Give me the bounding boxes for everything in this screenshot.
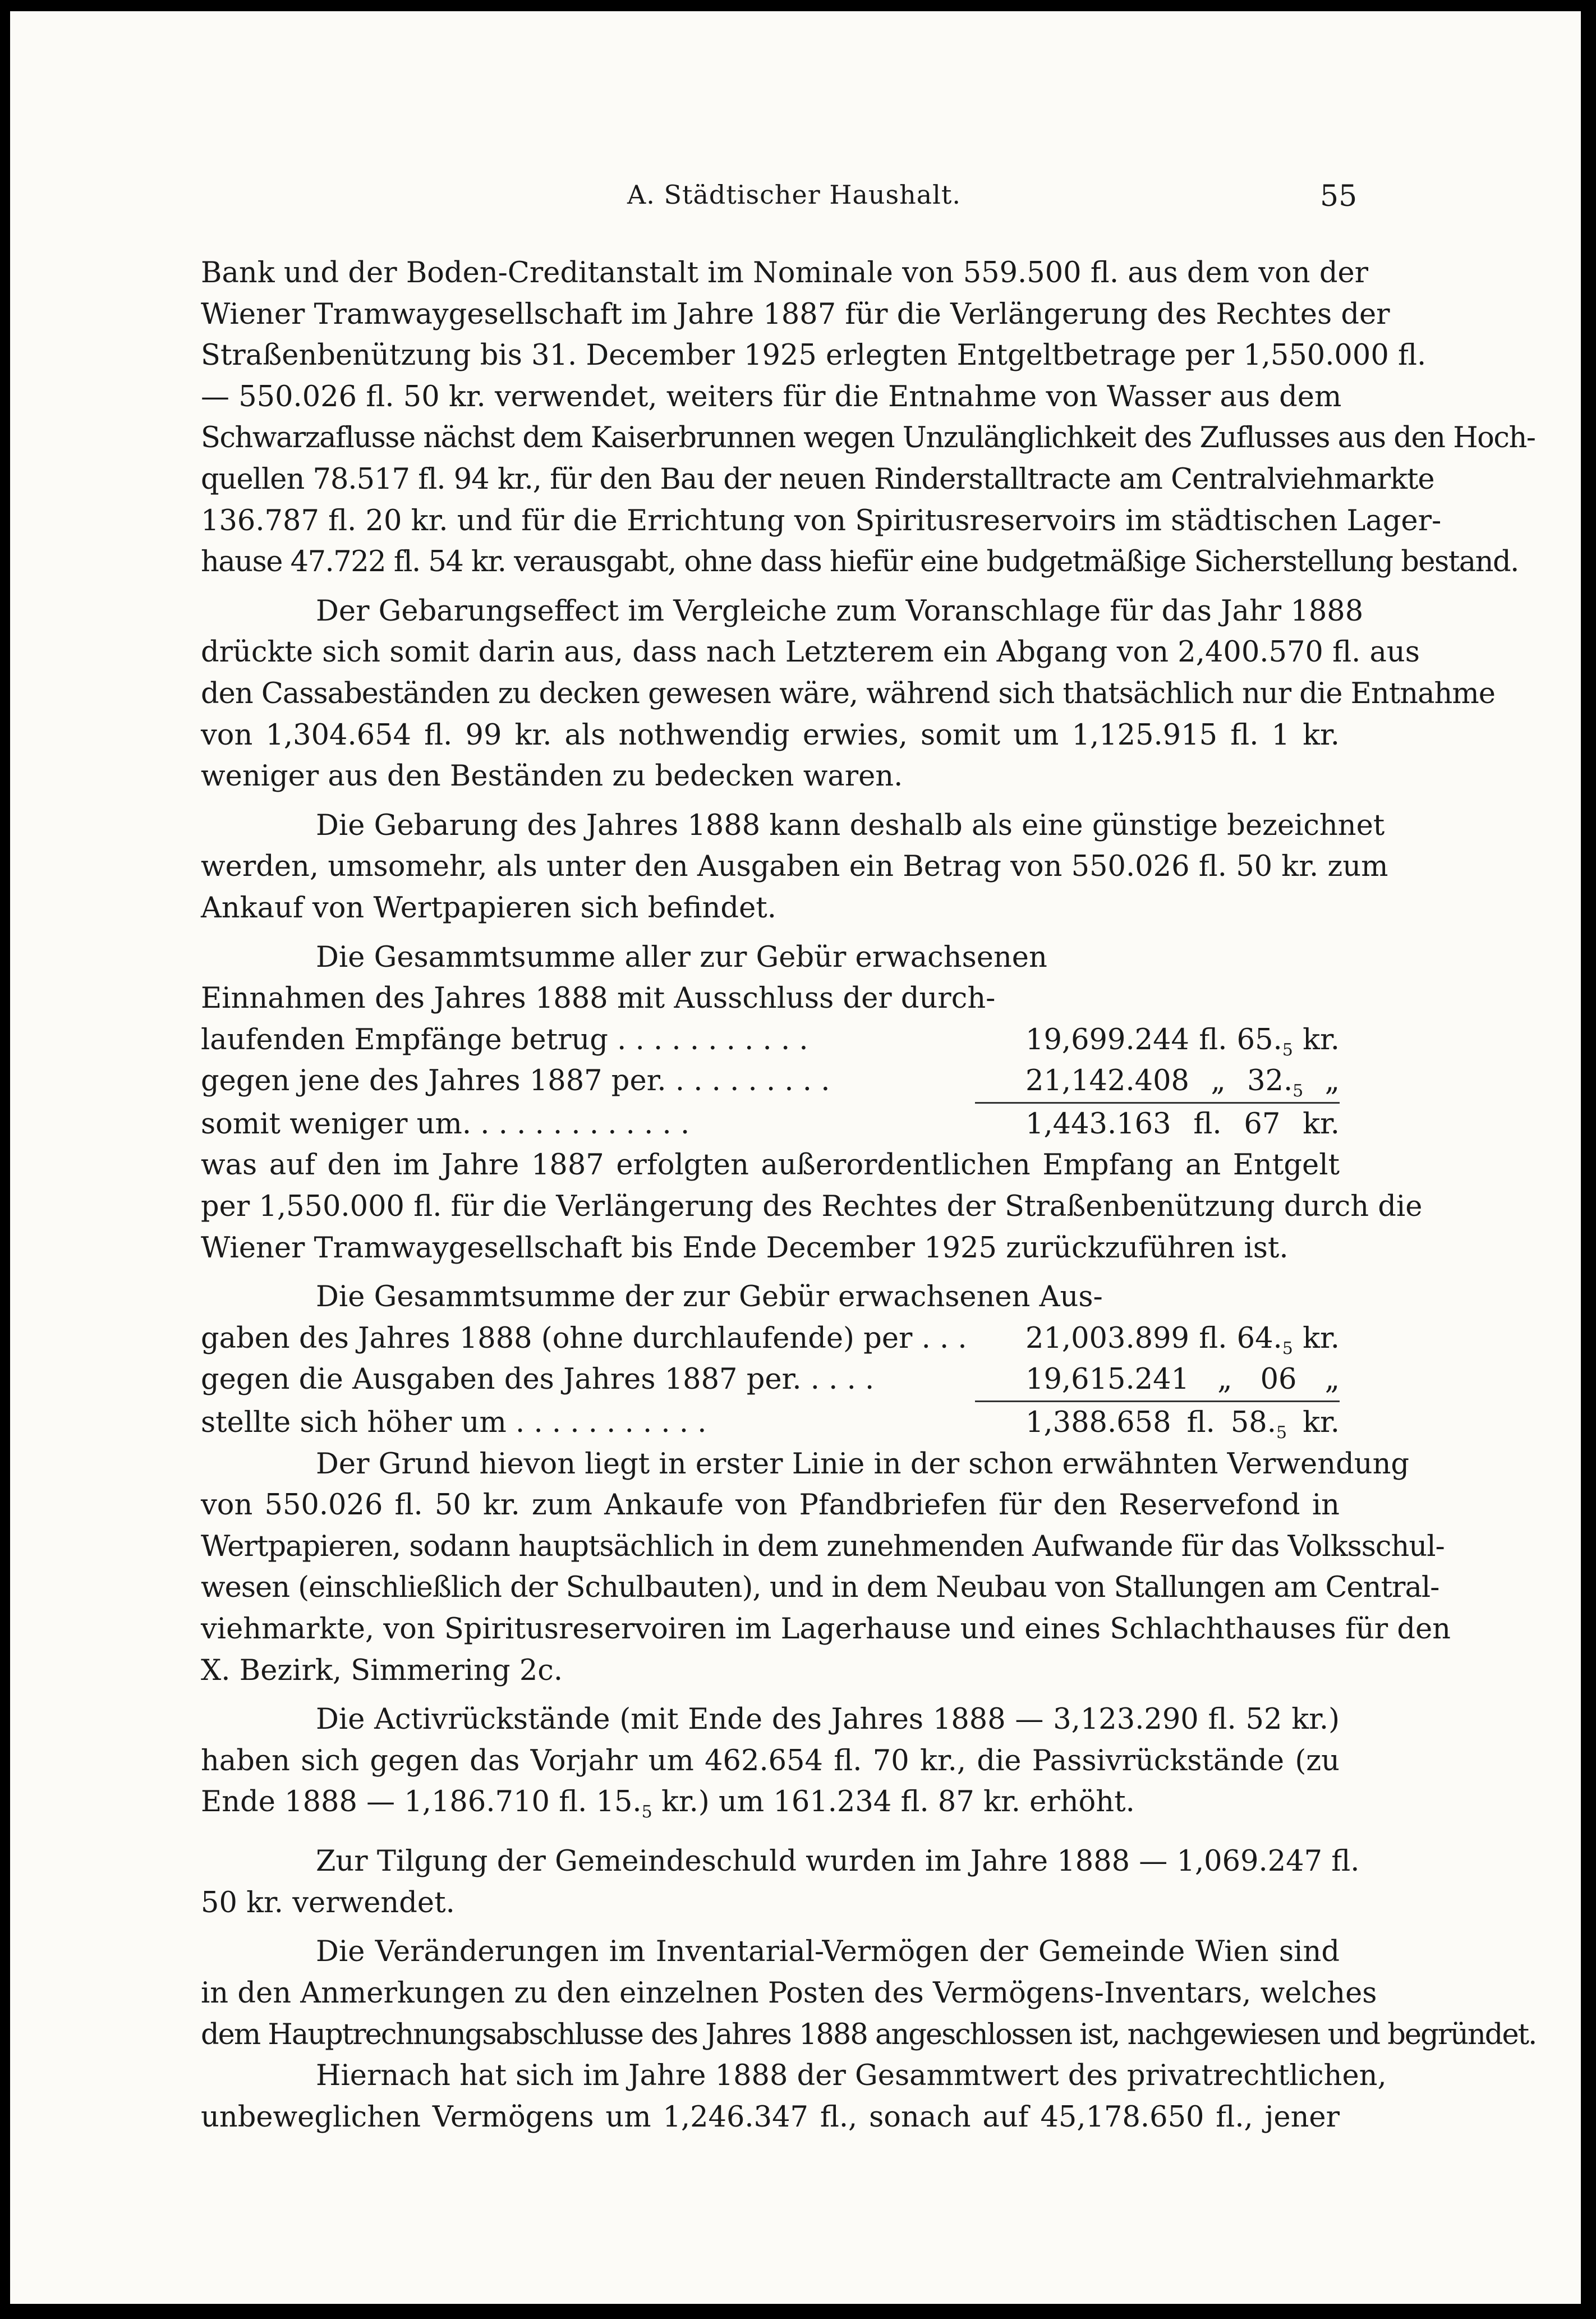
paragraph-2 xyxy=(201,591,1495,797)
paragraph-9 xyxy=(201,2055,1387,2138)
text-line: von 1,304.654 fl. 99 kr. als nothwendig erwies, somit um 1,125.915 fl. 1 kr. xyxy=(201,718,1340,752)
text-line: Die Activrückstände (mit Ende des Jahres 1888 — 3,123.290 fl. 52 kr.) xyxy=(316,1703,1340,1737)
text-fragment: kr.) um 161.234 fl. 87 kr. erhöht. xyxy=(652,1785,1135,1819)
text-fragment: Ende 1888 — 1,186.710 fl. 15. xyxy=(201,1785,642,1819)
amount-unit: „ xyxy=(1211,1064,1226,1098)
amount-fraction: 06 xyxy=(1260,1363,1297,1397)
text-line: wesen (einschließlich der Schulbauten), und in dem Neubau von Stallungen am Central- xyxy=(201,1571,1439,1605)
text-line: haben sich gegen das Vorjahr um 462.654 fl. 70 kr., die Passivrückstände (zu xyxy=(201,1744,1340,1778)
table-row xyxy=(201,1104,1340,1145)
row-amount xyxy=(1014,1359,1340,1400)
amount-unit: „ xyxy=(1324,1064,1340,1098)
expenditure-table xyxy=(201,1276,1340,1443)
text-line: Wertpapieren, sodann hauptsächlich in dem zunehmenden Aufwande für das Volksschul- xyxy=(201,1530,1445,1563)
text-line: weniger aus den Beständen zu bedecken waren. xyxy=(201,760,903,793)
text-line: dem Hauptrechnungsabschlusse des Jahres 1888 angeschlossen ist, nachgewiesen und begründet. xyxy=(201,2018,1537,2051)
row-amount xyxy=(1014,1104,1340,1145)
text-line: Zur Tilgung der Gemeindeschuld wurden im Jahre 1888 — 1,069.247 fl. xyxy=(316,1845,1360,1879)
amount-value: 21,142.408 xyxy=(1025,1064,1190,1098)
amount-value: 19,699.244 xyxy=(1025,1023,1190,1057)
row-label: laufenden Empfänge betrug . . . . . . . . . . . xyxy=(201,1023,808,1057)
fraction-subscript: 5 xyxy=(1276,1423,1287,1443)
text-line: per 1,550.000 fl. für die Verlängerung des Rechtes der Straßenbenützung durch die xyxy=(201,1190,1423,1224)
text-line: unbeweglichen Vermögens um 1,246.347 fl., sonach auf 45,178.650 fl., jener xyxy=(201,2100,1340,2134)
paragraph-8 xyxy=(201,1931,1537,2055)
text-line: Wiener Tramwaygesellschaft bis Ende December 1925 zurückzuführen ist. xyxy=(201,1231,1289,1265)
page-number: 55 xyxy=(1320,180,1358,213)
amount-unit: kr. xyxy=(1303,1406,1340,1440)
table-intro-text: Einnahmen des Jahres 1888 mit Ausschluss der durch- xyxy=(201,982,996,1016)
row-label: somit weniger um. . . . . . . . . . . . . xyxy=(201,1107,690,1141)
fraction-subscript: 5 xyxy=(641,1802,652,1822)
text-line: quellen 78.517 fl. 94 kr., für den Bau der neuen Rinderstalltracte am Centralviehmarkte xyxy=(201,462,1434,496)
table-intro xyxy=(201,1276,1340,1318)
text-line: Schwarzaflusse nächst dem Kaiserbrunnen wegen Unzulänglichkeit des Zuflusses aus den Hoch- xyxy=(201,421,1535,455)
text-line: Der Grund hievon liegt in erster Linie in der schon erwähnten Verwendung xyxy=(316,1447,1410,1481)
fraction-value: 64. xyxy=(1236,1321,1282,1355)
paragraph-5 xyxy=(201,1444,1451,1692)
table-row xyxy=(201,1402,1340,1444)
fraction-value: 32. xyxy=(1247,1064,1293,1098)
amount-unit: kr. xyxy=(1303,1023,1340,1057)
amount-unit: kr. xyxy=(1303,1107,1340,1141)
text-line: drückte sich somit darin aus, dass nach Letzterem ein Abgang von 2,400.570 fl. aus xyxy=(201,636,1420,669)
text-line: viehmarkte, von Spiritusreservoiren im Lagerhause und eines Schlachthauses für den xyxy=(201,1613,1451,1646)
table-row xyxy=(201,1020,1340,1061)
fraction-value: 58. xyxy=(1230,1406,1276,1440)
fraction-subscript: 5 xyxy=(1293,1081,1304,1101)
revenue-table xyxy=(201,937,1340,1145)
amount-value: 21,003.899 xyxy=(1025,1321,1190,1355)
row-label: gaben des Jahres 1888 (ohne durchlaufende) per . . . xyxy=(201,1321,967,1355)
amount-value: 1,443.163 xyxy=(1025,1107,1171,1141)
page xyxy=(10,11,1581,2304)
amount-unit: fl. xyxy=(1199,1321,1227,1355)
amount-value: 1,388.658 xyxy=(1025,1406,1171,1440)
paragraph-7 xyxy=(201,1841,1360,1923)
fraction-subscript: 5 xyxy=(1282,1339,1293,1359)
text-line: Die Gebarung des Jahres 1888 kann deshalb als eine günstige bezeichnet xyxy=(316,809,1385,842)
text-line: den Cassabeständen zu decken gewesen wäre, während sich thatsächlich nur die Entnahme xyxy=(201,677,1495,710)
text-line: — 550.026 fl. 50 kr. verwendet, weiters für die Entnahme von Wasser aus dem xyxy=(201,380,1342,414)
text-line: hause 47.722 fl. 54 kr. verausgabt, ohne dass hiefür eine budgetmäßige Sicherstellung bestand. xyxy=(201,545,1519,579)
row-label: gegen die Ausgaben des Jahres 1887 per. . . . . xyxy=(201,1363,875,1397)
text-line: Der Gebarungseffect im Vergleiche zum Voranschlage für das Jahr 1888 xyxy=(316,594,1364,628)
table-row xyxy=(201,1359,1340,1400)
text-line: Wiener Tramwaygesellschaft im Jahre 1887 für die Verlängerung des Rechtes der xyxy=(201,297,1390,331)
text-line: 50 kr. verwendet. xyxy=(201,1886,455,1920)
amount-unit: „ xyxy=(1324,1363,1340,1397)
amount-unit: fl. xyxy=(1199,1023,1227,1057)
table-intro xyxy=(201,937,1340,979)
amount-value: 19,615.241 xyxy=(1025,1363,1190,1397)
text-line: Die Veränderungen im Inventarial-Vermögen der Gemeinde Wien sind xyxy=(316,1935,1340,1969)
text-line: Bank und der Boden-Creditanstalt im Nominale von 559.500 fl. aus dem von der xyxy=(201,256,1369,290)
amount-unit: fl. xyxy=(1193,1107,1222,1141)
paragraph-1 xyxy=(201,252,1535,583)
amount-unit: fl. xyxy=(1186,1406,1215,1440)
fraction-value: 65. xyxy=(1236,1023,1282,1057)
paragraph-6 xyxy=(201,1699,1340,1833)
text-line: Straßenbenützung bis 31. December 1925 erlegten Entgeltbetrage per 1,550.000 fl. xyxy=(201,339,1427,373)
amount-unit: kr. xyxy=(1303,1321,1340,1355)
text-line: werden, umsomehr, als unter den Ausgaben ein Betrag von 550.026 fl. 50 kr. zum xyxy=(201,850,1388,884)
text-line: von 550.026 fl. 50 kr. zum Ankaufe von Pfandbriefen für den Reservefond in xyxy=(201,1489,1340,1522)
table-row xyxy=(201,1060,1340,1102)
amount-unit: „ xyxy=(1217,1363,1232,1397)
text-line: in den Anmerkungen zu den einzelnen Posten des Vermögens-Inventars, welches xyxy=(201,1976,1377,2010)
fraction-subscript: 5 xyxy=(1282,1040,1293,1060)
text-line: was auf den im Jahre 1887 erfolgten außerordentlichen Empfang an Entgelt xyxy=(201,1149,1340,1182)
running-header: A. Städtischer Haushalt. xyxy=(627,180,962,210)
text-line: X. Bezirk, Simmering 2c. xyxy=(201,1654,563,1687)
text-line: 136.787 fl. 20 kr. und für die Errichtung von Spiritusreservoirs im städtischen Lager- xyxy=(201,504,1442,538)
row-label: stellte sich höher um . . . . . . . . . . . xyxy=(201,1406,707,1440)
text-line: Hiernach hat sich im Jahre 1888 der Gesammtwert des privatrechtlichen, xyxy=(316,2059,1387,2093)
table-intro-text: Die Gesammtsumme aller zur Gebür erwachsenen xyxy=(316,940,1047,974)
table-intro-text: Die Gesammtsumme der zur Gebür erwachsenen Aus- xyxy=(316,1280,1103,1314)
row-label: gegen jene des Jahres 1887 per. . . . . . . . . . xyxy=(201,1064,830,1098)
paragraph-3 xyxy=(201,805,1388,929)
paragraph-4 xyxy=(201,1145,1423,1269)
text-line: Ankauf von Wertpapieren sich befindet. xyxy=(201,891,776,925)
text-line xyxy=(201,1781,1340,1833)
table-row xyxy=(201,1318,1340,1360)
table-intro xyxy=(201,978,1340,1020)
amount-fraction: 67 xyxy=(1244,1107,1281,1141)
body-text xyxy=(201,252,1537,2138)
